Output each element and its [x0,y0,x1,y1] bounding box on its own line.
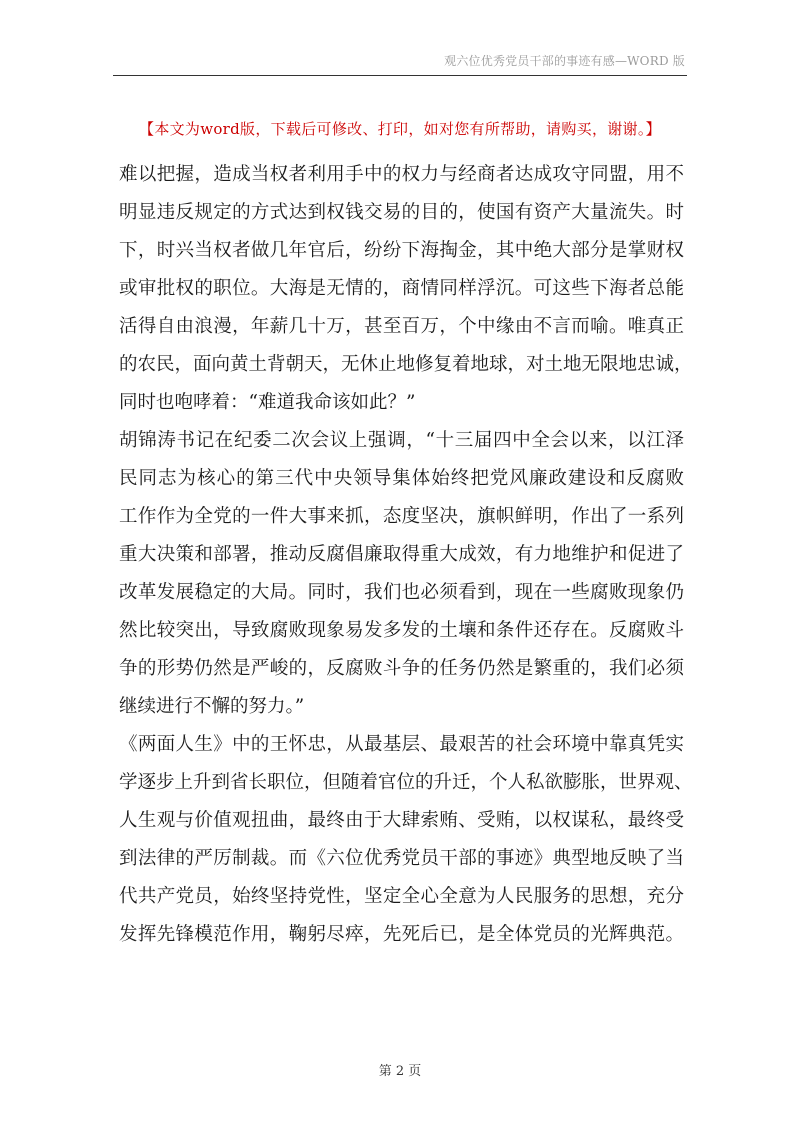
text-line: 民同志为核心的第三代中央领导集体始终把党风廉政建设和反腐败 [119,468,684,489]
paragraph-2 [119,422,684,726]
text-line: 胡锦涛书记在纪委二次会议上强调，“十三届四中全会以来，以江泽 [119,430,684,451]
text-line: 《两面人生》中的王怀忠，从最基层、最艰苦的社会环境中靠真凭实 [119,734,684,755]
document-body [119,156,693,954]
paragraph-1 [119,156,693,422]
text-line: 人生观与价值观扭曲，最终由于大肆索贿、受贿，以权谋私，最终受 [119,810,684,831]
text-line: 或审批权的职位。大海是无情的，商情同样浮沉。可这些下海者总能 [119,278,684,299]
text-line: 继续进行不懈的努力。” [119,696,305,717]
page-number: 第 2 页 [378,1064,422,1079]
text-line: 代共产党员，始终坚持党性，坚定全心全意为人民服务的思想，充分 [119,886,684,907]
text-line: 到法律的严厉制裁。而《六位优秀党员干部的事迹》典型地反映了当 [119,848,684,869]
text-line: 改革发展稳定的大局。同时，我们也必须看到，现在一些腐败现象仍 [119,582,684,603]
text-line: 重大决策和部署，推动反腐倡廉取得重大成效，有力地维护和促进了 [119,544,684,565]
text-line: 的农民，面向黄土背朝天，无休止地修复着地球，对土地无限地忠诚， [119,354,693,375]
header-divider [113,75,687,76]
document-header-title: 观六位优秀党员干部的事迹有感—WORD 版 [444,54,685,68]
text-line: 学逐步上升到省长职位，但随着官位的升迁，个人私欲膨胀，世界观、 [119,772,693,793]
text-line: 活得自由浪漫，年薪几十万，甚至百万，个中缘由不言而喻。唯真正 [119,316,684,337]
text-line: 明显违反规定的方式达到权钱交易的目的，使国有资产大量流失。时 [119,202,684,223]
text-line: 工作作为全党的一件大事来抓，态度坚决，旗帜鲜明，作出了一系列 [119,506,684,527]
paragraph-3 [119,726,693,954]
text-line: 同时也咆哮着：“难道我命该如此？” [119,392,416,413]
text-line: 发挥先锋模范作用，鞠躬尽瘁，先死后已，是全体党员的光辉典范。 [119,924,684,945]
text-line: 然比较突出，导致腐败现象易发多发的土壤和条件还存在。反腐败斗 [119,620,684,641]
text-line: 难以把握，造成当权者利用手中的权力与经商者达成攻守同盟，用不 [119,164,684,185]
download-notice: 【本文为word版，下载后可修改、打印，如对您有所帮助，请购买，谢谢。】 [139,120,661,138]
text-line: 下，时兴当权者做几年官后，纷纷下海掏金，其中绝大部分是掌财权 [119,240,684,261]
text-line: 争的形势仍然是严峻的，反腐败斗争的任务仍然是繁重的，我们必须 [119,658,684,679]
